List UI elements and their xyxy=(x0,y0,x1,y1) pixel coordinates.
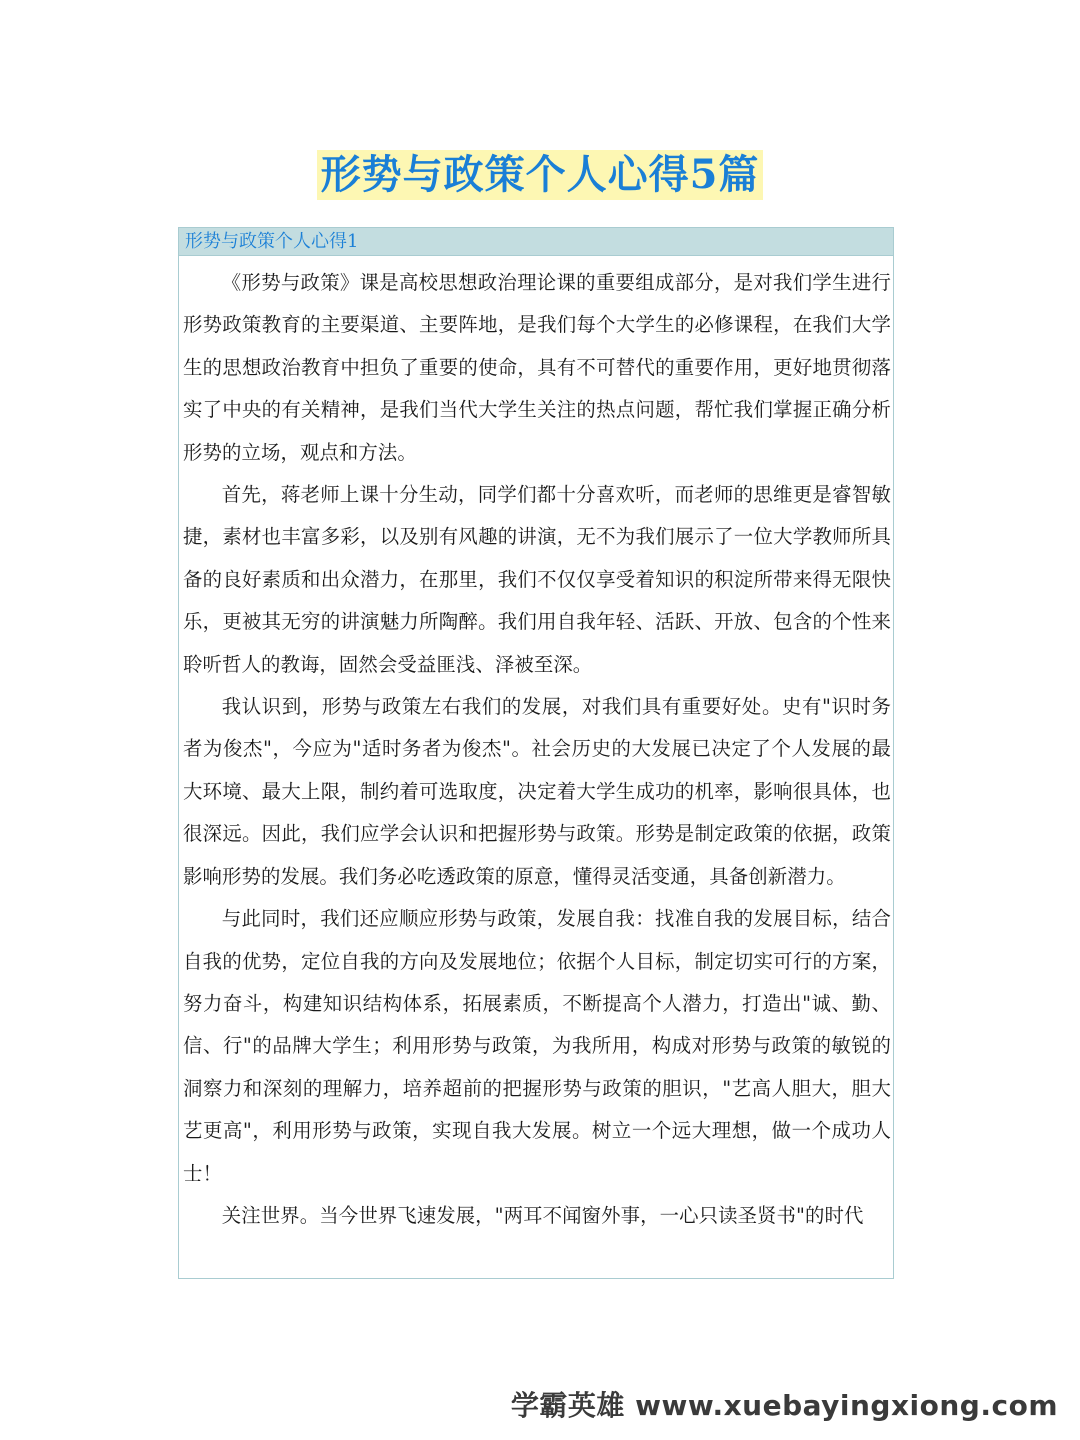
section-body xyxy=(179,262,893,1237)
site-watermark: 学霸英雄 www.xuebayingxiong.com xyxy=(510,1389,1058,1422)
section-heading: 形势与政策个人心得1 xyxy=(179,228,893,256)
paragraph: 首先，蒋老师上课十分生动，同学们都十分喜欢听，而老师的思维更是睿智敏捷，素材也丰富多彩，以及别有风趣的讲演，无不为我们展示了一位大学教师所具备的良好素质和出众潜力，在那里，我们不仅仅享受着知识的积淀所带来得无限快乐，更被其无穷的讲演魅力所陶醉。我们用自我年轻、活跃、开放、包含的个性来聆听哲人的教诲，固然会受益匪浅、泽被至深。 xyxy=(183,483,891,676)
paragraph: 与此同时，我们还应顺应形势与政策，发展自我：找准自我的发展目标，结合自我的优势，定位自我的方向及发展地位；依据个人目标，制定切实可行的方案，努力奋斗，构建知识结构体系，拓展素质，不断提高个人潜力，打造出"诚、勤、信、行"的品牌大学生；利用形势与政策，为我所用，构成对形势与政策的敏锐的洞察力和深刻的理解力，培养超前的把握形势与政策的胆识，"艺高人胆大，胆大艺更高"，利用形势与政策，实现自我大发展。树立一个远大理想，做一个成功人士！ xyxy=(183,907,891,1185)
paragraph: 《形势与政策》课是高校思想政治理论课的重要组成部分，是对我们学生进行形势政策教育的主要渠道、主要阵地，是我们每个大学生的必修课程，在我们大学生的思想政治教育中担负了重要的使命，具有不可替代的重要作用，更好地贯彻落实了中央的有关精神，是我们当代大学生关注的热点问题，帮忙我们掌握正确分析形势的立场，观点和方法。 xyxy=(183,271,891,464)
paragraph: 我认识到，形势与政策左右我们的发展，对我们具有重要好处。史有"识时务者为俊杰"，今应为"适时务者为俊杰"。社会历史的大发展已决定了个人发展的最大环境、最大上限，制约着可选取度，决定着大学生成功的机率，影响很具体，也很深远。因此，我们应学会认识和把握形势与政策。形势是制定政策的依据，政策影响形势的发展。我们务必吃透政策的原意，懂得灵活变通，具备创新潜力。 xyxy=(183,695,891,888)
paragraph: 关注世界。当今世界飞速发展，"两耳不闻窗外事，一心只读圣贤书"的时代 xyxy=(221,1203,864,1227)
document-title-container xyxy=(0,150,1080,200)
section-box xyxy=(178,227,894,1279)
document-title: 形势与政策个人心得5篇 xyxy=(317,150,764,200)
